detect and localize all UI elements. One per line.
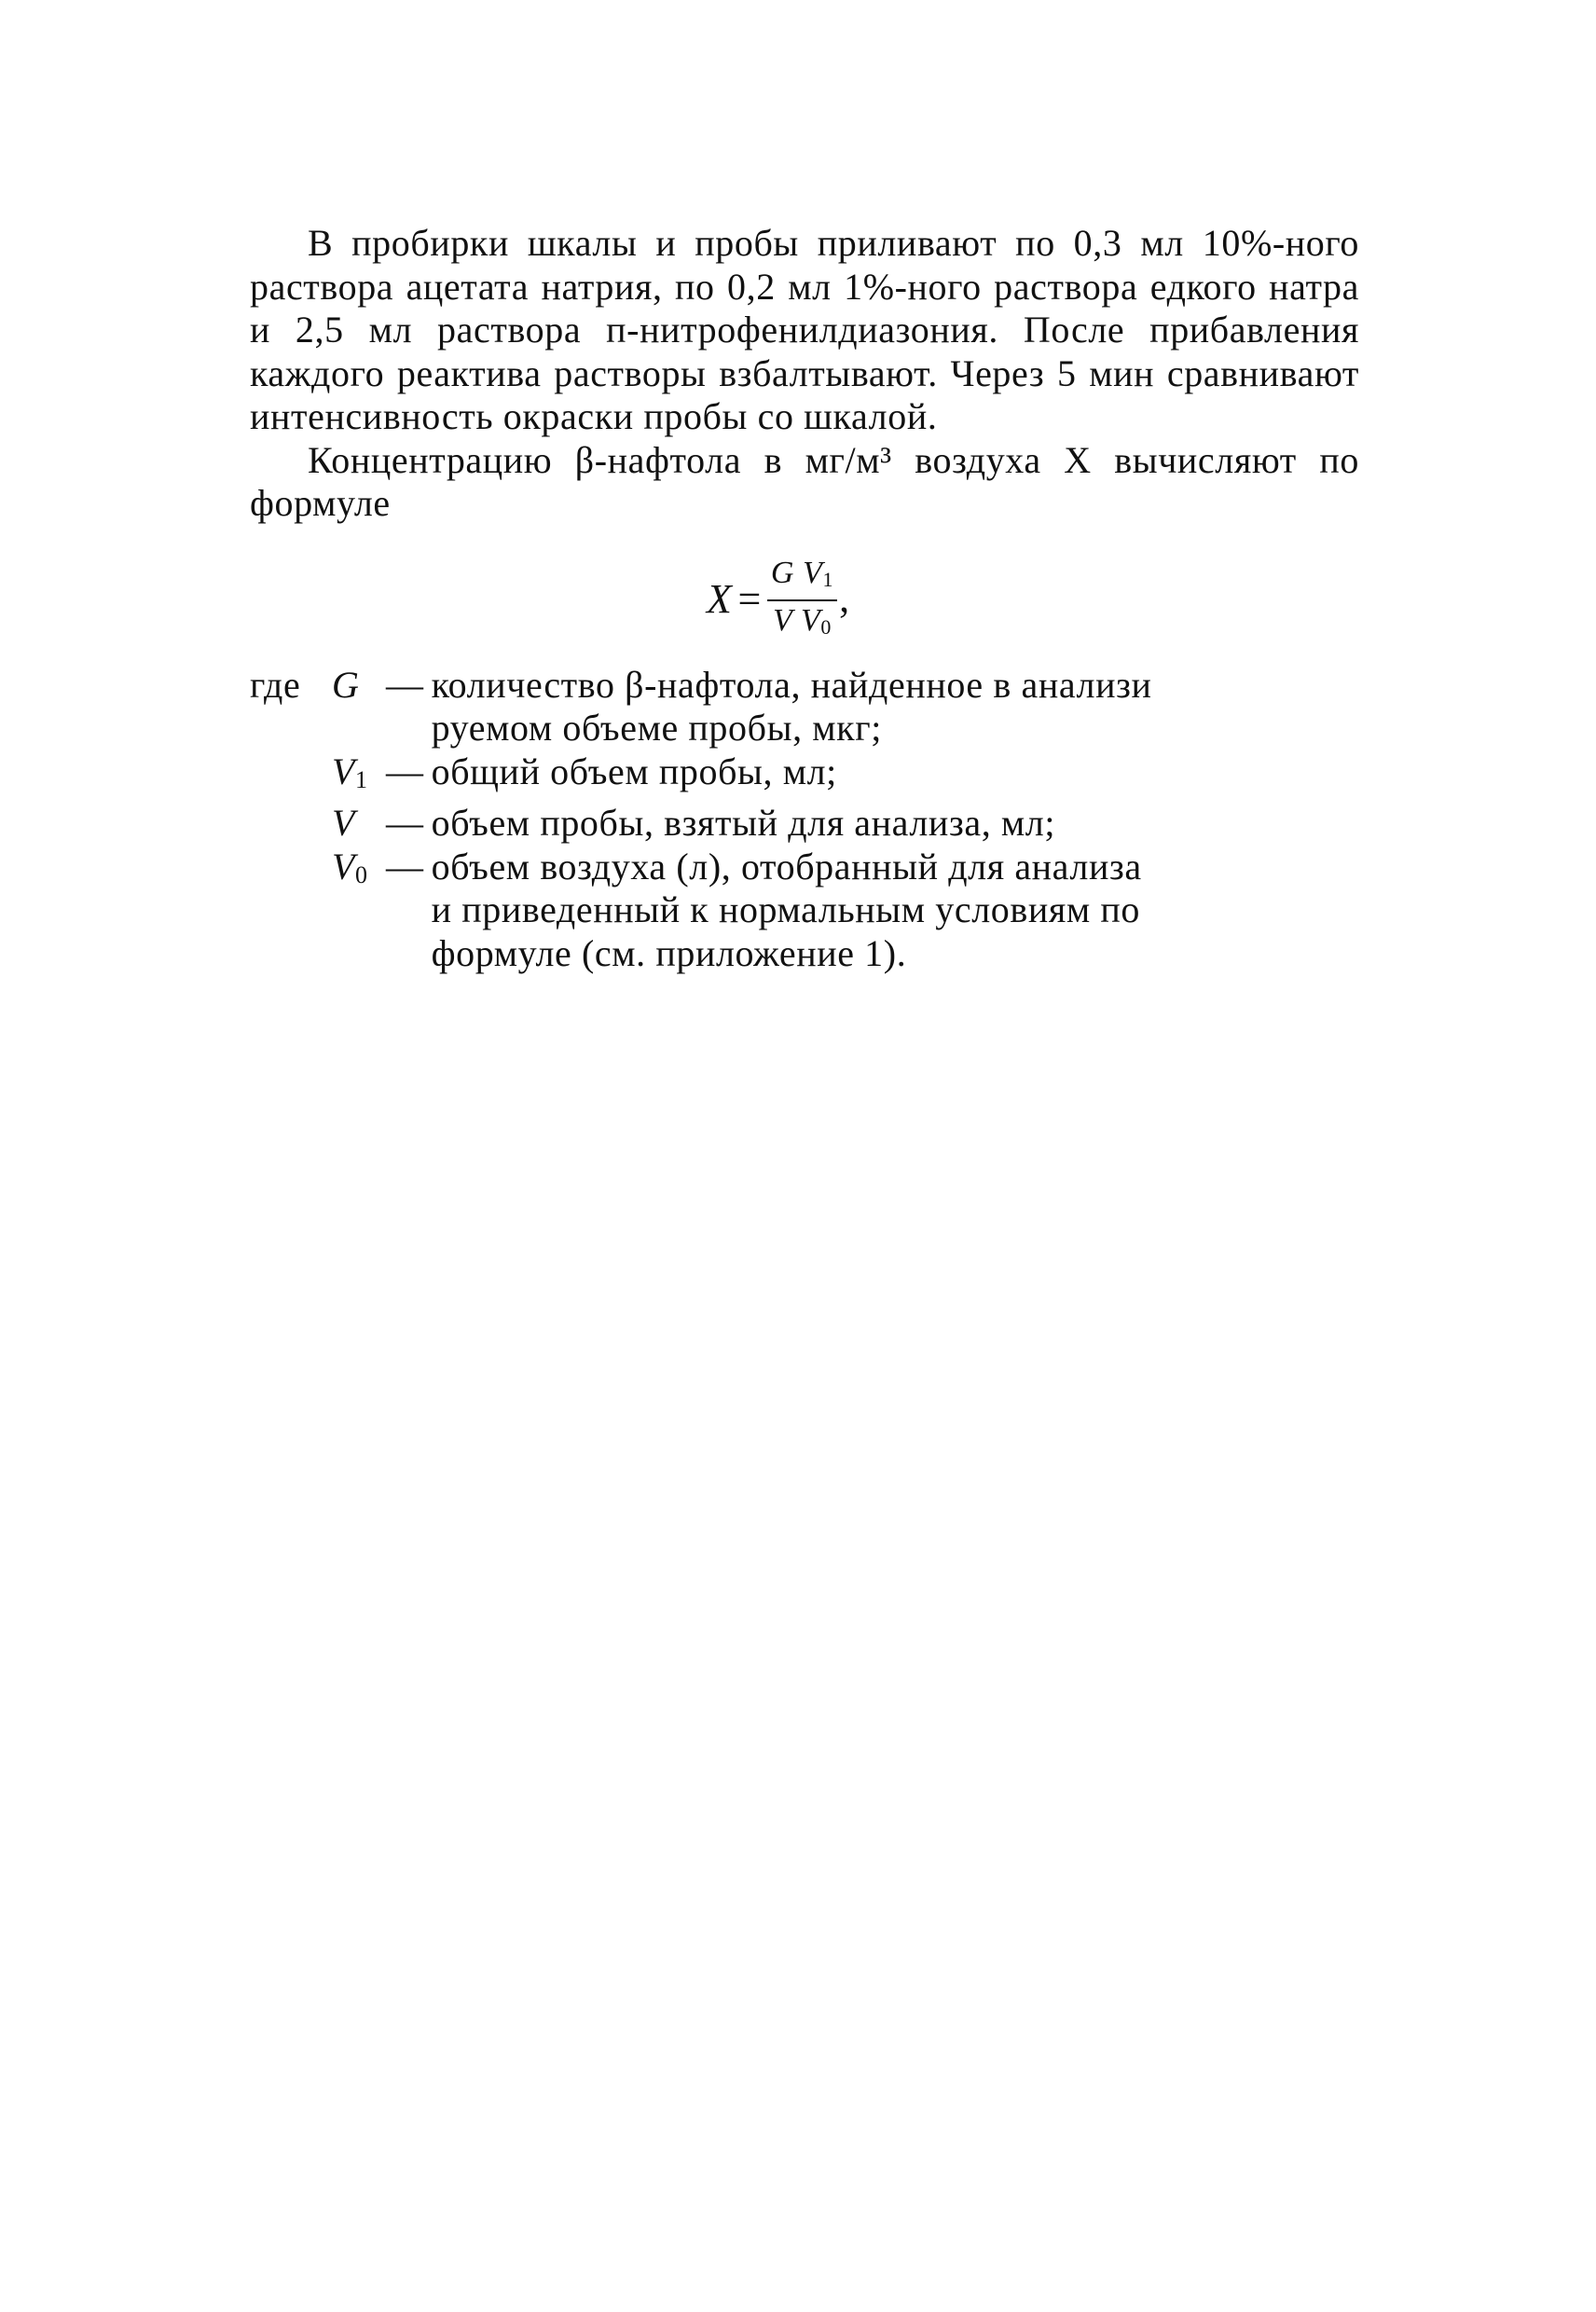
legend-symbol xyxy=(332,802,386,846)
legend-text-line: и приведенный к нормальным условиям по xyxy=(431,888,1141,930)
legend-row-g xyxy=(250,664,1359,750)
formula-equals: = xyxy=(737,576,762,623)
legend-symbol xyxy=(332,664,386,708)
denominator-sub: 0 xyxy=(820,614,832,639)
formula-numerator xyxy=(767,556,837,601)
legend-text xyxy=(432,750,1359,794)
legend-text-line: формуле (см. приложение 1). xyxy=(431,931,907,974)
legend-text xyxy=(432,802,1359,846)
legend-text-line: общий объем пробы, мл; xyxy=(431,750,837,792)
formula-comma: , xyxy=(839,575,850,621)
legend-text-line: объем воздуха (л), отобранный для анализа xyxy=(431,845,1142,888)
legend-lead: где xyxy=(250,663,301,706)
legend-symbol-letter: V xyxy=(332,845,356,888)
legend-text xyxy=(432,664,1359,750)
legend-dash: — xyxy=(386,845,424,888)
legend-symbol xyxy=(332,846,386,898)
legend-text xyxy=(432,846,1359,976)
legend-text-line: объем пробы, взятый для анализа, мл; xyxy=(431,802,1056,844)
formula-lhs: X xyxy=(707,576,733,623)
legend-text-line: количество β-нафтола, найденное в анализи xyxy=(431,663,1152,706)
denominator-v0: V xyxy=(800,602,821,638)
legend-row-v0 xyxy=(250,846,1359,976)
legend-row-v1 xyxy=(250,750,1359,803)
formula xyxy=(707,556,850,645)
legend-symbol-sub: 0 xyxy=(355,860,368,888)
legend-row-v xyxy=(250,802,1359,846)
formula-denominator xyxy=(769,601,835,645)
legend-symbol xyxy=(332,750,386,803)
text-body xyxy=(250,222,1359,975)
formula-legend xyxy=(250,664,1359,976)
legend-symbol-letter: G xyxy=(332,663,360,706)
legend-symbol-letter: V xyxy=(332,750,356,792)
paragraph-reagents: В пробирки шкалы и пробы приливают по 0,3 мл 10%-ного раствора ацетата натрия, по 0,2 мл 1%-ного раствора едкого натра и 2,5 мл раствора п-нитрофенилдиазония. После прибавления каждого реактива растворы взбалтывают. Через 5 мин сравнивают интенсивность окраски пробы со шкалой. xyxy=(250,222,1359,437)
legend-text-line: руемом объеме пробы, мкг; xyxy=(431,707,882,749)
formula-block xyxy=(250,537,1359,658)
legend-dash: — xyxy=(386,750,424,792)
legend-dash: — xyxy=(386,663,424,706)
denominator-v: V xyxy=(773,602,792,638)
legend-dash: — xyxy=(386,802,424,844)
numerator-g: G xyxy=(770,555,795,590)
numerator-sub: 1 xyxy=(822,567,834,591)
formula-fraction xyxy=(767,556,837,645)
legend-symbol-sub: 1 xyxy=(355,765,368,793)
numerator-v: V xyxy=(803,555,823,590)
paragraph-concentration: Концентрацию β-нафтола в мг/м³ воздуха X вычисляют по формуле xyxy=(250,438,1359,524)
legend-symbol-letter: V xyxy=(332,802,356,844)
